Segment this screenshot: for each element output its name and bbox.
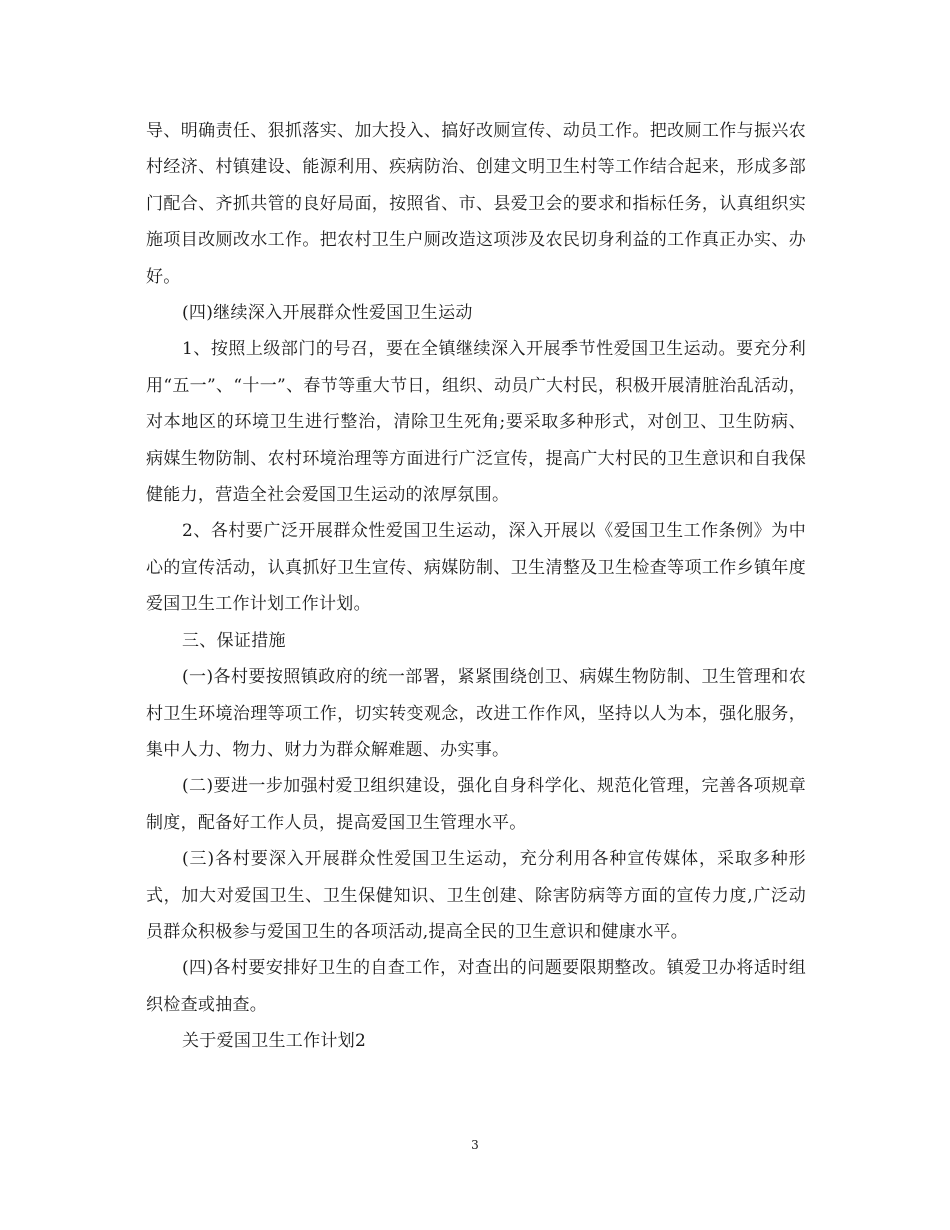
section-heading-guarantee: 三、保证措施 [182, 630, 286, 651]
paragraph-measure-4: (四)各村要安排好卫生的自查工作，对查出的问题要限期整改。镇爱卫办将适时组织检查或抽查。 [146, 958, 806, 1015]
document-body [146, 113, 806, 1060]
paragraph-continuation: 导、明确责任、狠抓落实、加大投入、搞好改厕宣传、动员工作。把改厕工作与振兴农村经济、村镇建设、能源利用、疾病防治、创建文明卫生村等工作结合起来，形成多部门配合、齐抓共管的良好局面，按照省、市、县爱卫会的要求和指标任务，认真组织实施项目改厕改水工作。把农村卫生户厕改造这项涉及农民切身利益的工作真正办实、办好。 [146, 121, 806, 287]
paragraph-heading-4: (四)继续深入开展群众性爱国卫生运动 [182, 303, 473, 324]
paragraph-item-1: 1、按照上级部门的号召，要在全镇继续深入开展季节性爱国卫生运动。要充分利用“五一”、“十一”、春节等重大节日，组织、动员广大村民，积极开展清脏治乱活动，对本地区的环境卫生进行整治，清除卫生死角;要采取多种形式，对创卫、卫生防病、病媒生物防制、农村环境治理等方面进行广泛宣传，提高广大村民的卫生意识和自我保健能力，营造全社会爱国卫生运动的浓厚氛围。 [146, 339, 806, 506]
paragraph-measure-3: (三)各村要深入开展群众性爱国卫生运动，充分利用各种宣传媒体，采取多种形式，加大对爱国卫生、卫生保健知识、卫生创建、除害防病等方面的宣传力度,广泛动员群众积极参与爱国卫生的各项活动,提高全民的卫生意识和健康水平。 [146, 849, 806, 942]
paragraph-next-title: 关于爱国卫生工作计划2 [182, 1031, 367, 1052]
paragraph-item-2: 2、各村要广泛开展群众性爱国卫生运动，深入开展以《爱国卫生工作条例》为中心的宣传活动，认真抓好卫生宣传、病媒防制、卫生清整及卫生检查等项工作乡镇年度爱国卫生工作计划工作计划。 [146, 521, 806, 615]
paragraph-measure-2: (二)要进一步加强村爱卫组织建设，强化自身科学化、规范化管理，完善各项规章制度，配备好工作人员，提高爱国卫生管理水平。 [146, 776, 806, 833]
page-number: 3 [471, 1138, 479, 1152]
paragraph-measure-1: (一)各村要按照镇政府的统一部署，紧紧围绕创卫、病媒生物防制、卫生管理和农村卫生环境治理等项工作，切实转变观念，改进工作作风，坚持以人为本，强化服务，集中人力、物力、财力为群众解难题、办实事。 [146, 667, 806, 760]
